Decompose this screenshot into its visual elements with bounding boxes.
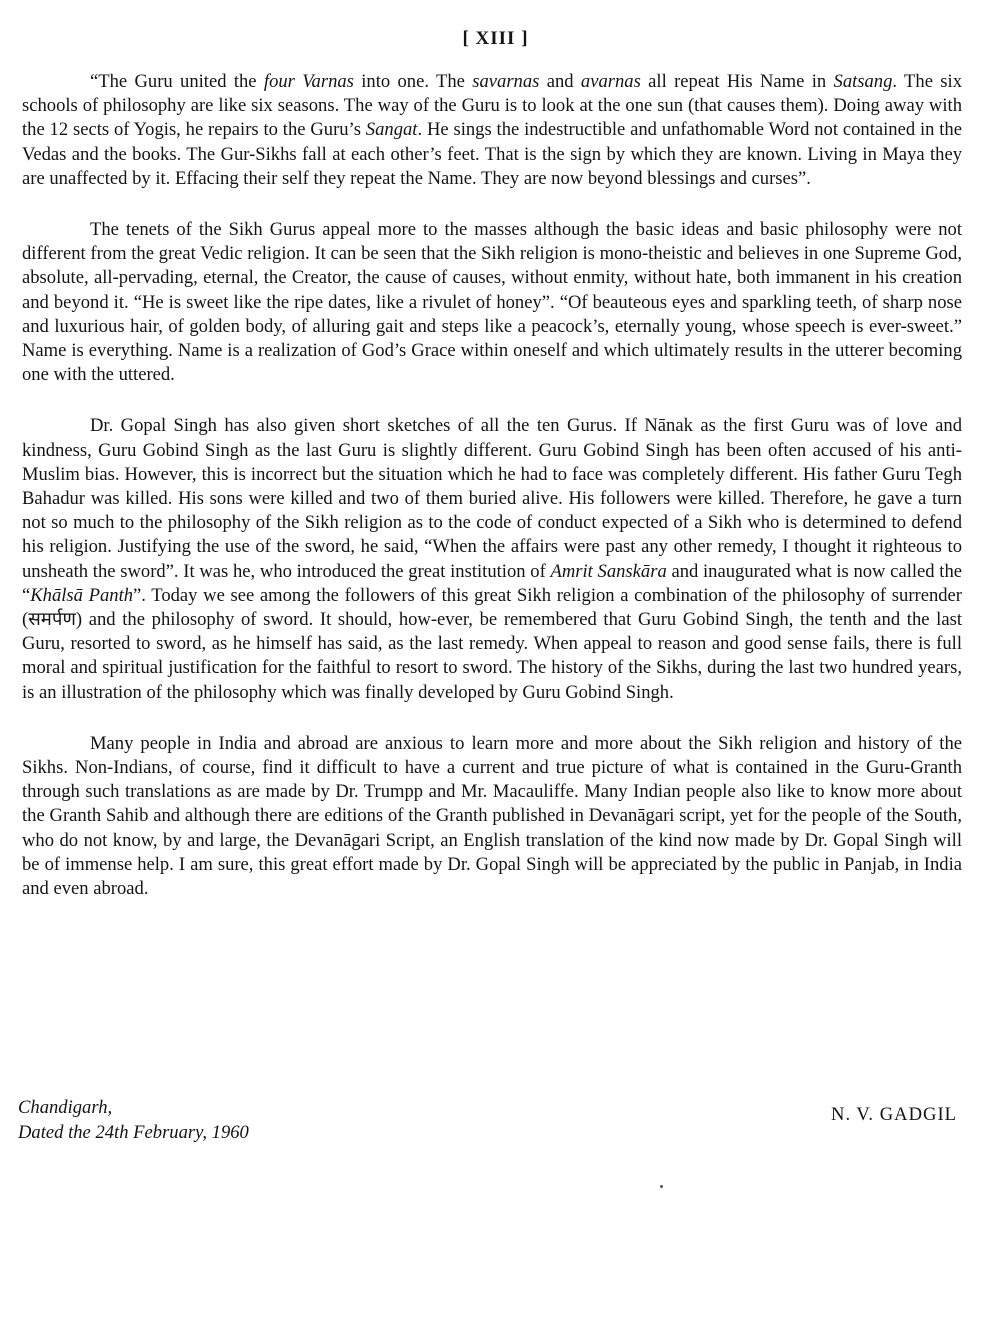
italic-run: Khālsā Panth bbox=[30, 584, 134, 606]
italic-run: four Varnas bbox=[263, 71, 354, 92]
signoff-date: Dated the 24th February, 1960 bbox=[18, 1122, 249, 1143]
page-number: [ XIII ] bbox=[462, 28, 529, 49]
italic-run: savarnas bbox=[472, 71, 540, 92]
text-run: all repeat His Name in bbox=[640, 71, 834, 92]
text-run: . The six schools of philosophy are like six seasons. The way of the Guru is to look at the one sun (that causes them). Doing away with the 12 sects of Yogis, he repairs to the Guru’s bbox=[22, 71, 962, 141]
italic-run: Amrit Sanskāra bbox=[550, 560, 667, 582]
text-run: and bbox=[539, 71, 581, 92]
text-run: ”. Today we see among the followers of this great Sikh religion a combination of the philosophy of surrender (समर्पण) and the philosophy of sword. It should, how-ever, be remembered that Guru Gobind Singh, the tenth and the last Guru, resorted to sword, as he himself has said, as the last remedy. When appeal to reason and good sense fails, there is full moral and spiritual justification for the faithful to resort to sword. The history of the Sikhs, during the last two hundred years, is an illustration of the philosophy which was finally developed by Guru Gobind Singh. bbox=[22, 584, 962, 703]
text-run: Many people in India and abroad are anxious to learn more and more about the Sikh religion and history of the Sikhs. Non-Indians, of course, find it difficult to have a current and true picture of what is contained in the Guru-Granth through such translations as are made by Dr. Trumpp and Mr. Macauliffe. Many Indian people also like to know more about the Granth Sahib and although there are editions of the Granth published in Devanāgari script, yet for the people of the South, who do not know, by and large, the Devanāgari Script, an English translation of the kind now made by Dr. Gopal Singh will be of immense help. I am sure, this great effort made by Dr. Gopal Singh will be appreciated by the public in Panjab, in India and even abroad. bbox=[22, 732, 962, 900]
paragraph-1 bbox=[22, 70, 962, 191]
body-text bbox=[22, 70, 962, 901]
text-run: and inaugurated what is now called the “ bbox=[22, 560, 962, 606]
paragraph-4 bbox=[22, 732, 962, 901]
text-run: The tenets of the Sikh Gurus appeal more to the masses although the basic ideas and basic philosophy were not different from the great Vedic religion. It can be seen that the Sikh religion is mono-theistic and believes in one Supreme God, absolute, all-pervading, eternal, the Creator, the cause of causes, without enmity, without hate, both immanent in his creation and beyond it. “He is sweet like the ripe dates, like a rivulet of honey”. “Of beauteous eyes and sparkling teeth, of sharp nose and luxurious hair, of golden body, of alluring gait and steps like a peacock’s, eternally young, whose speech is ever-sweet.” Name is everything. Name is a realization of God’s Grace within oneself and which ultimately results in the utterer becoming one with the uttered. bbox=[22, 219, 962, 386]
text-run: Dr. Gopal Singh has also given short sketches of all the ten Gurus. If Nānak as the first Guru was of love and kindness, Guru Gobind Singh as the last Guru is slightly different. Guru Gobind Singh has been often accused of his anti-Muslim bias. However, this is incorrect but the situation which he had to face was completely different. His father Guru Tegh Bahadur was killed. His sons were killed and two of them buried alive. His followers were killed. Therefore, he gave a turn not so much to the philosophy of the Sikh religion as to the code of conduct expected of a Sikh who is determined to defend his religion. Justifying the use of the sword, he said, “When the affairs were past any other remedy, I thought it righteous to unsheath the sword”. It was he, who introduced the great institution of bbox=[22, 415, 962, 582]
signoff-place: Chandigarh, bbox=[18, 1097, 113, 1118]
text-run: . He sings the indestructible and unfathomable Word not contained in the Vedas and the books. The Gur-Sikhs fall at each other’s feet. That is the sign by which they are known. Living in Maya they are unaffected by it. Effacing their self they repeat the Name. They are now beyond blessings and curses”. bbox=[22, 119, 962, 189]
text-run: into one. The bbox=[353, 71, 473, 92]
italic-run: Satsang bbox=[833, 71, 893, 92]
print-speck bbox=[660, 1185, 663, 1188]
paragraph-3 bbox=[22, 414, 962, 704]
text-run: “The Guru united the bbox=[90, 71, 264, 92]
paragraph-2 bbox=[22, 218, 962, 387]
italic-run: Sangat bbox=[365, 119, 418, 141]
italic-run: avarnas bbox=[580, 71, 641, 92]
author-signature: N. V. GADGIL bbox=[831, 1104, 957, 1125]
